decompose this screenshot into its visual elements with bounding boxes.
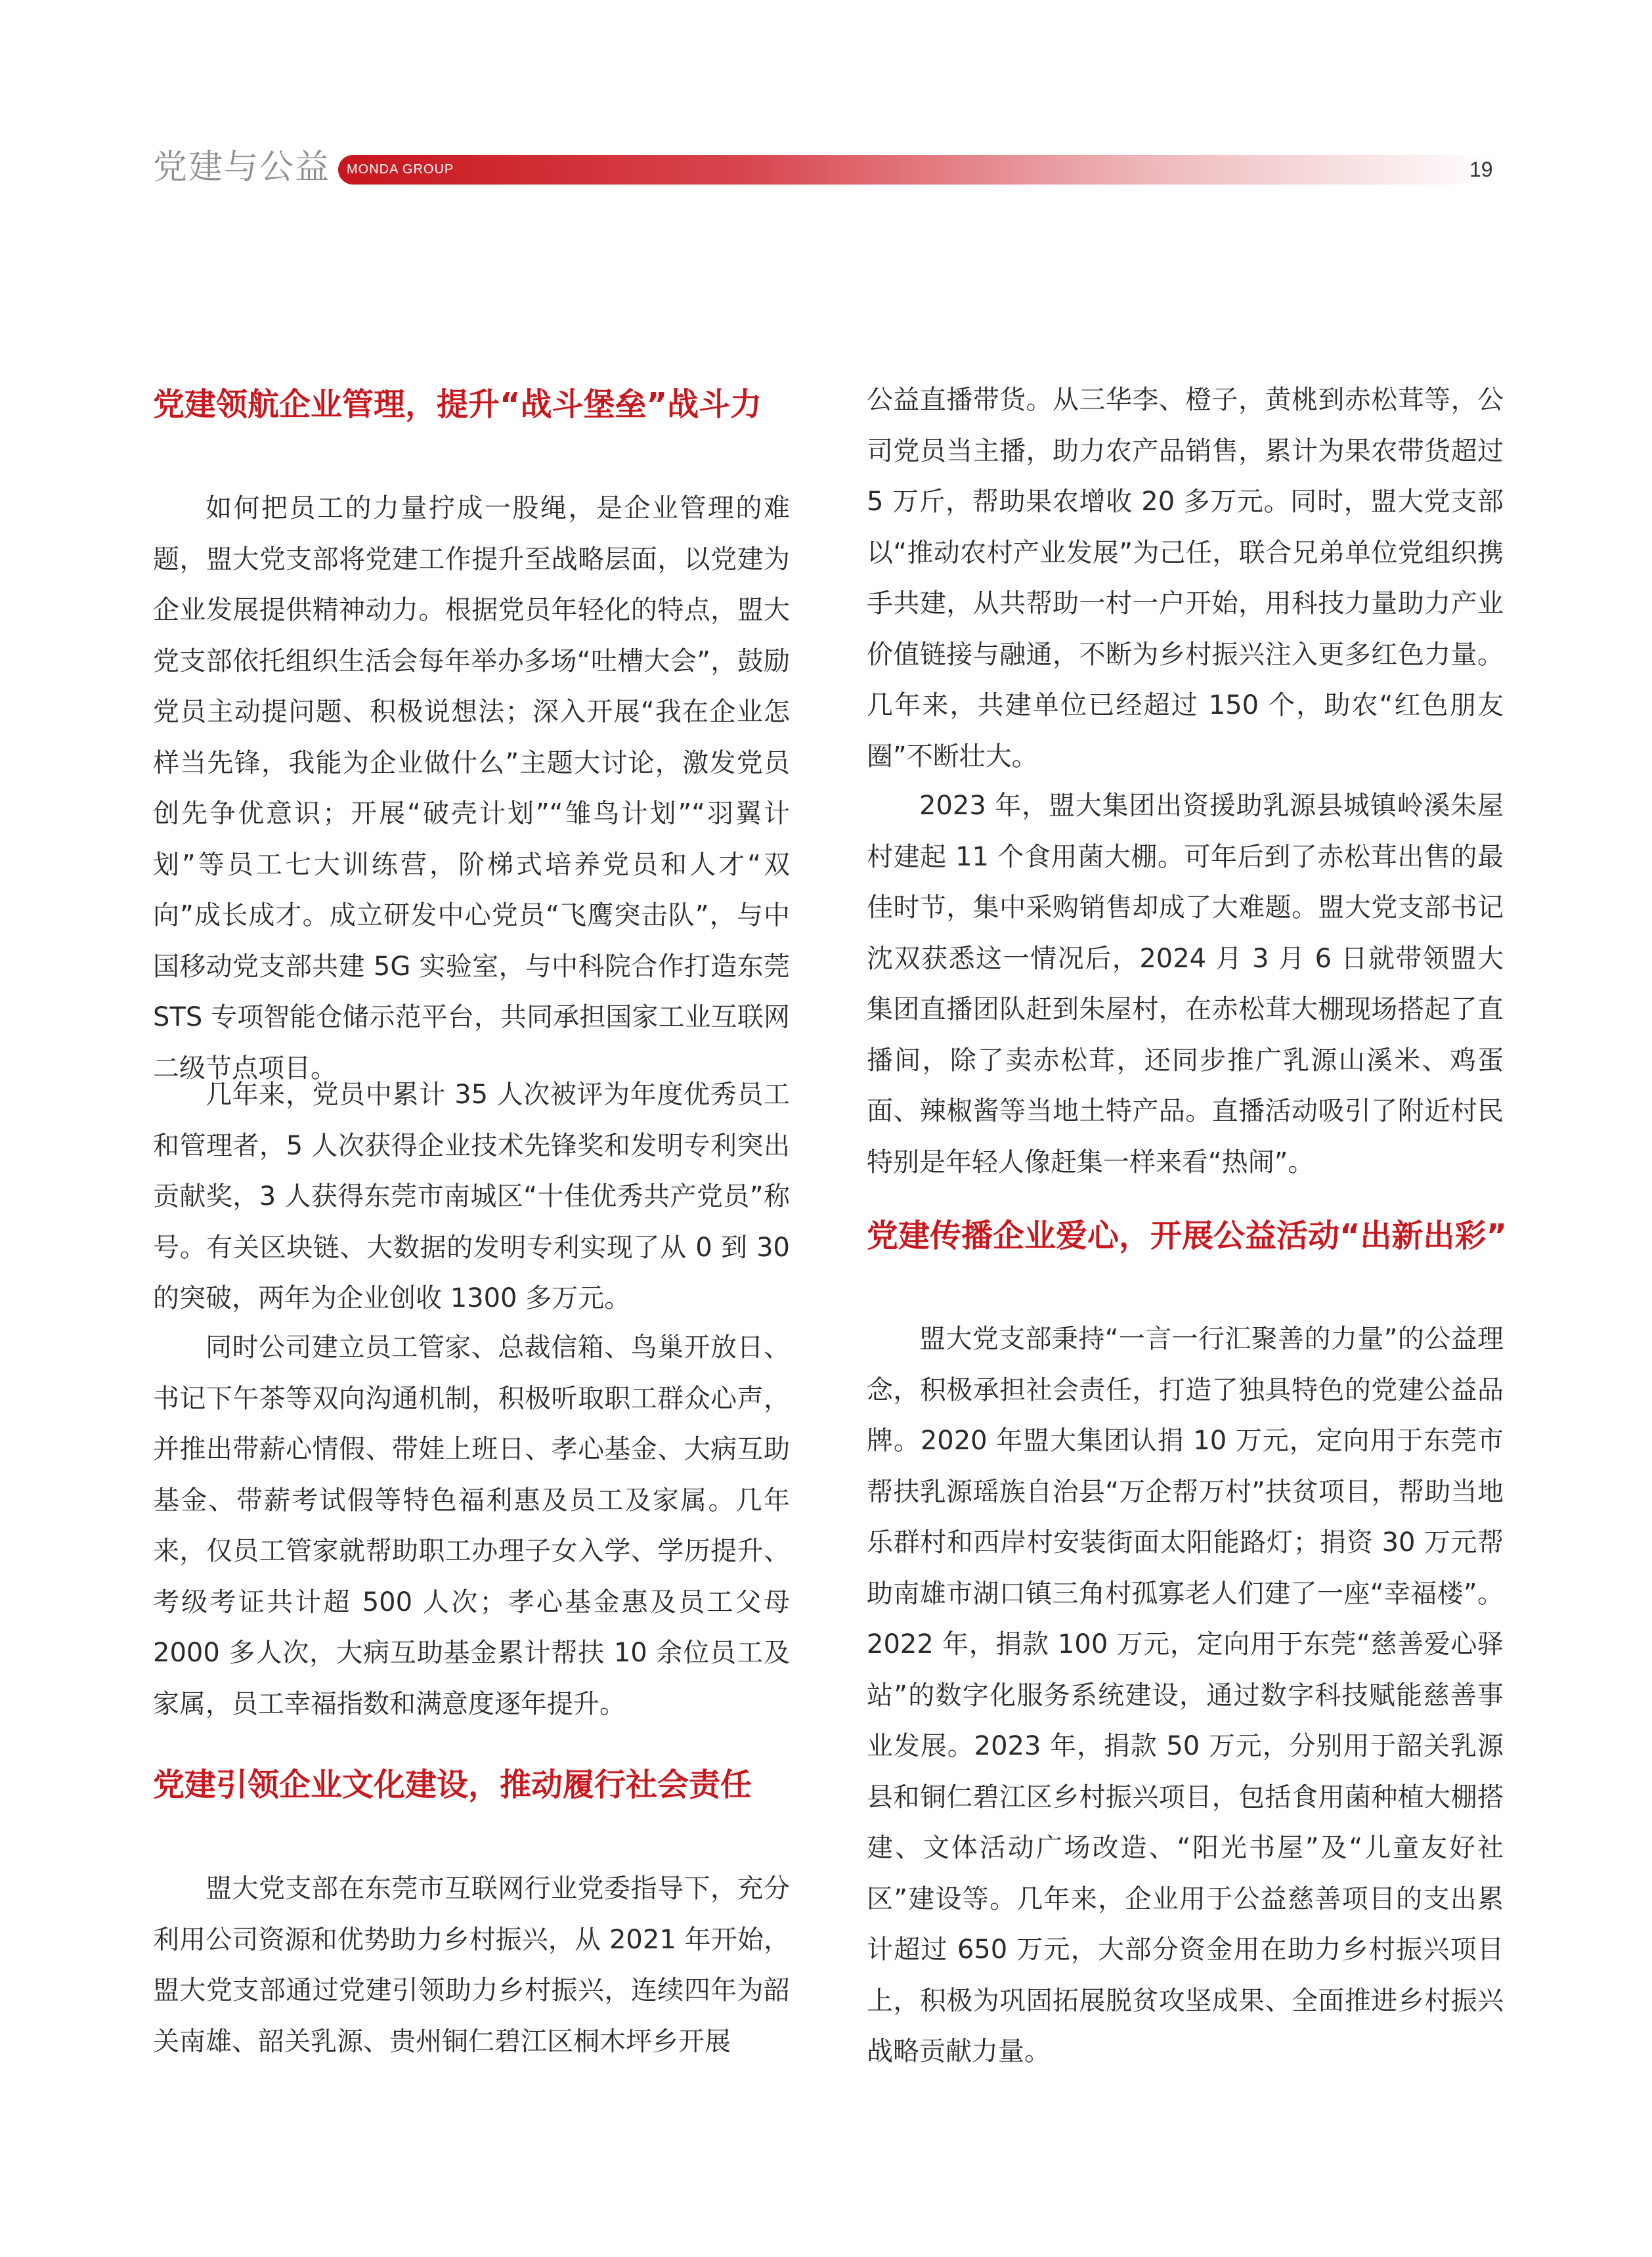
paragraph: 如何把员工的力量拧成一股绳，是企业管理的难题，盟大党支部将党建工作提升至战略层面，以党建为企业发展提供精神动力。根据党员年轻化的特点，盟大党支部依托组织生活会每年举办多场“吐槽大会”，鼓励党员主动提问题、积极说想法；深入开展“我在企业怎样当先锋，我能为企业做什么”主题大讨论，激发党员创先争优意识；开展“破壳计划”“雏鸟计划”“羽翼计划”等员工七大训练营，阶梯式培养党员和人才“双向”成长成才。成立研发中心党员“飞鹰突击队”，与中国移动党支部共建 5G 实验室，与中科院合作打造东莞 STS 专项智能仓储示范平台，共同承担国家工业互联网二级节点项目。 <box>153 493 790 1084</box>
paragraph: 2023 年，盟大集团出资援助乳源县城镇岭溪朱屋村建起 11 个食用菌大棚。可年后到了赤松茸出售的最佳时节，集中采购销售却成了大难题。盟大党支部书记沈双获悉这一情况后，2024 月 3 月 6 日就带领盟大集团直播团队赶到朱屋村，在赤松茸大棚现场搭起了直播间，除了卖赤松茸，还同步推广乳源山溪米、鸡蛋面、辣椒酱等当地土特产品。直播活动吸引了附近村民特别是年轻人像赶集一样来看“热闹”。 <box>867 791 1504 1177</box>
brand-label: MONDA GROUP <box>347 162 454 177</box>
paragraph: 盟大党支部在东莞市互联网行业党委指导下，充分利用公司资源和优势助力乡村振兴，从 2021 年开始，盟大党支部通过党建引领助力乡村振兴，连续四年为韶关南雄、韶关乳源、贵州铜仁碧江区桐木坪乡开展 <box>153 1874 790 2057</box>
section-heading: 党建领航企业管理，提升“战斗堡垒”战斗力 <box>153 386 762 423</box>
paragraph: 几年来，党员中累计 35 人次被评为年度优秀员工和管理者，5 人次获得企业技术先锋奖和发明专利突出贡献奖，3 人获得东莞市南城区“十佳优秀共产党员”称号。有关区块链、大数据的发明专利实现了从 0 到 30 的突破，两年为企业创收 1300 多万元。 <box>153 1080 790 1313</box>
section-heading: 党建传播企业爱心，开展公益活动“出新出彩” <box>867 1217 1508 1254</box>
paragraph: 同时公司建立员工管家、总裁信箱、鸟巢开放日、书记下午茶等双向沟通机制，积极听取职工群众心声，并推出带薪心情假、带娃上班日、孝心基金、大病互助基金、带薪考试假等特色福利惠及员工及家属。几年来，仅员工管家就帮助职工办理子女入学、学历提升、考级考证共计超 500 人次；孝心基金惠及员工父母 2000 多人次，大病互助基金累计帮扶 10 余位员工及家属，员工幸福指数和满意度逐年提升。 <box>153 1332 790 1719</box>
page-number: 19 <box>1469 158 1493 181</box>
paragraph: 盟大党支部秉持“一言一行汇聚善的力量”的公益理念，积极承担社会责任，打造了独具特色的党建公益品牌。2020 年盟大集团认捐 10 万元，定向用于东莞市帮扶乳源瑶族自治县“万企帮万村”扶贫项目，帮助当地乐群村和西岸村安装街面太阳能路灯；捐资 30 万元帮助南雄市湖口镇三角村孤寡老人们建了一座“幸福楼”。2022 年，捐款 100 万元，定向用于东莞“慈善爱心驿站”的数字化服务系统建设，通过数字科技赋能慈善事业发展。2023 年，捐款 50 万元，分别用于韶关乳源县和铜仁碧江区乡村振兴项目，包括食用菌种植大棚搭建、文体活动广场改造、“阳光书屋”及“儿童友好社区”建设等。几年来，企业用于公益慈善项目的支出累计超过 650 万元，大部分资金用在助力乡村振兴项目上，积极为巩固拓展脱贫攻坚成果、全面推进乡村振兴战略贡献力量。 <box>867 1324 1504 2067</box>
header-gradient-bar <box>338 155 1497 185</box>
paragraph: 公益直播带货。从三华李、橙子，黄桃到赤松茸等，公司党员当主播，助力农产品销售，累计为果农带货超过 5 万斤，帮助果农增收 20 多万元。同时，盟大党支部以“推动农村产业发展”为己任，联合兄弟单位党组织携手共建，从共帮助一村一户开始，用科技力量助力产业价值链接与融通，不断为乡村振兴注入更多红色力量。几年来，共建单位已经超过 150 个，助农“红色朋友圈”不断壮大。 <box>867 385 1504 772</box>
section-title: 党建与公益 <box>153 148 331 187</box>
section-heading: 党建引领企业文化建设，推动履行社会责任 <box>153 1766 752 1803</box>
